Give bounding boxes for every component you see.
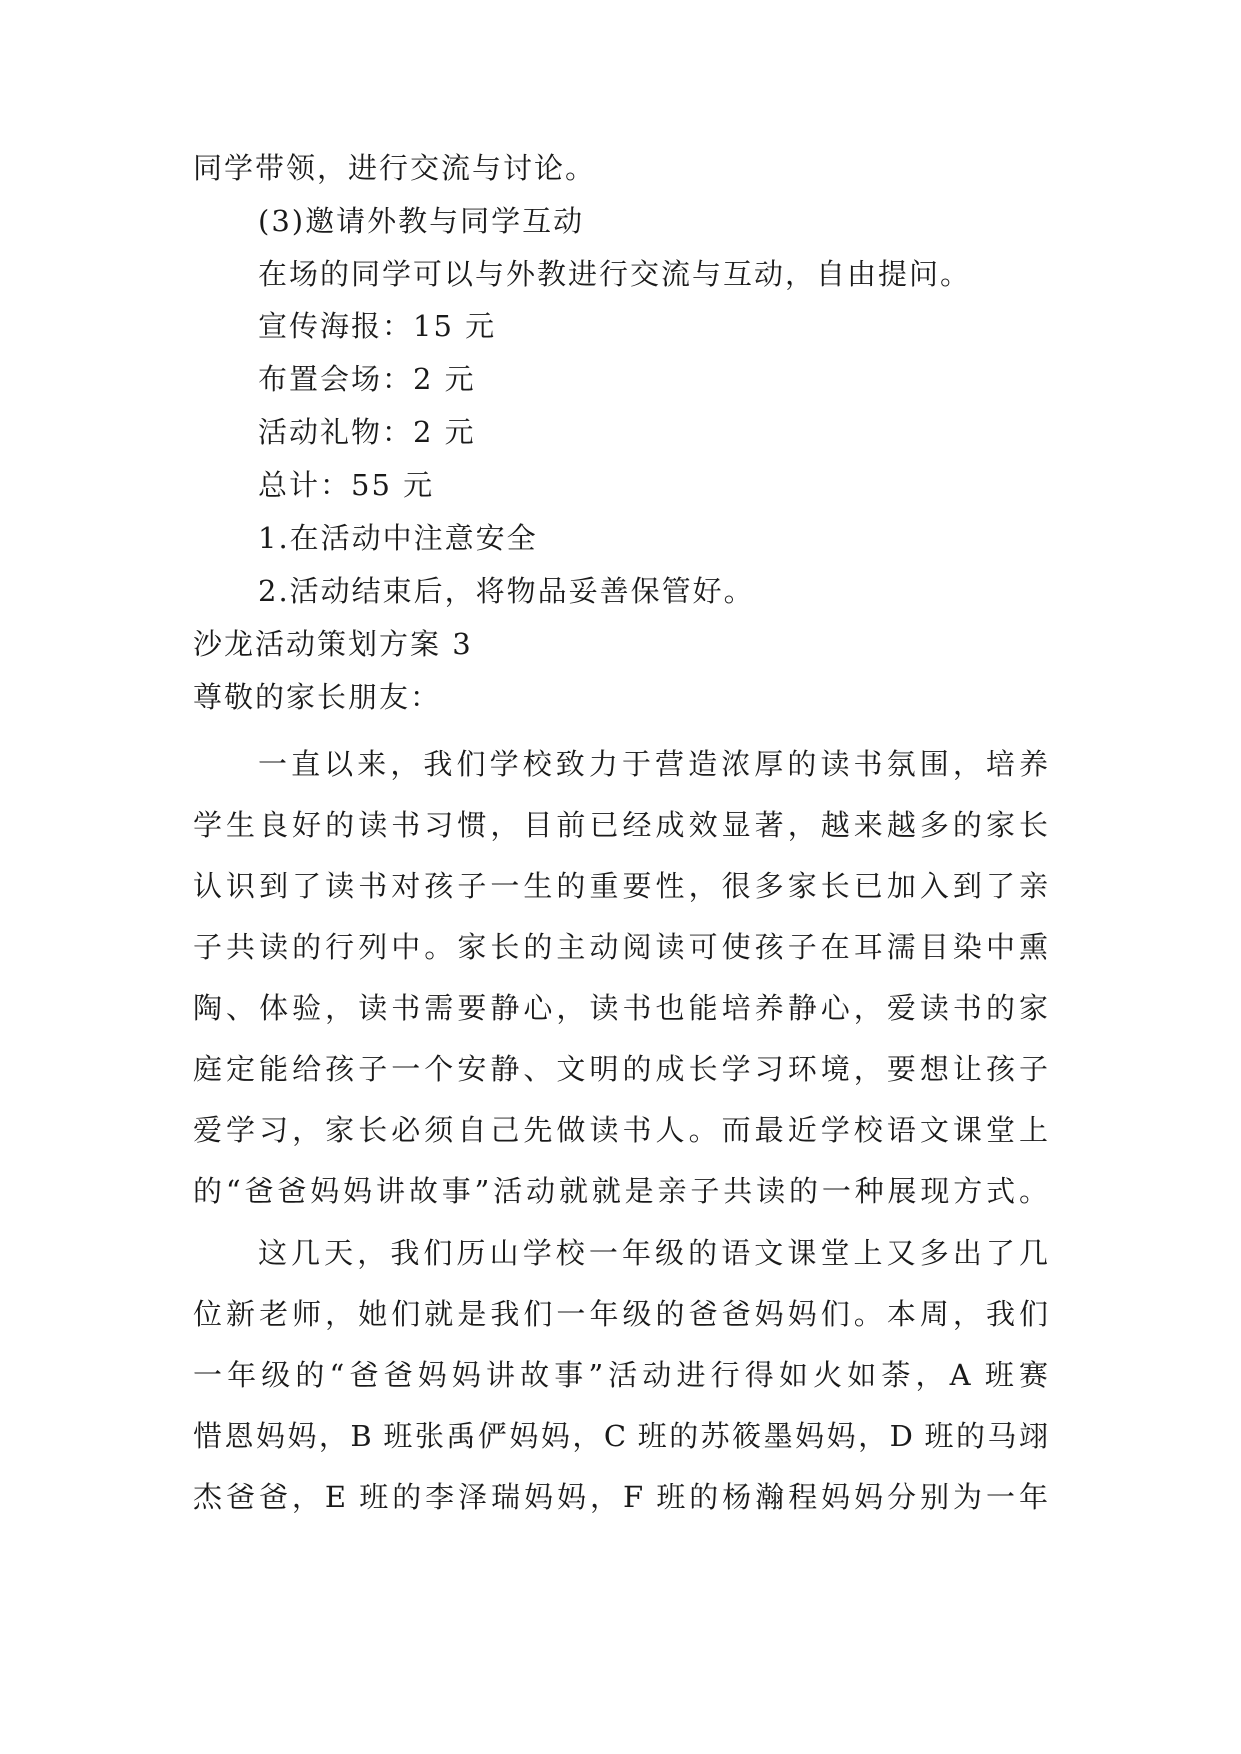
text-line: 1.在活动中注意安全	[258, 521, 538, 555]
section-heading: 沙龙活动策划方案 3	[193, 627, 473, 661]
text-line: 学生良好的读书习惯，目前已经成效显著，越来越多的家长	[193, 808, 1048, 842]
text-line: 总计：55 元	[258, 468, 435, 502]
text-line: 一直以来，我们学校致力于营造浓厚的读书氛围，培养	[258, 747, 1048, 781]
text-line: 认识到了读书对孩子一生的重要性，很多家长已加入到了亲	[193, 869, 1048, 903]
text-line: 的“爸爸妈妈讲故事”活动就就是亲子共读的一种展现方式。	[193, 1174, 1048, 1208]
text-line: 同学带领，进行交流与讨论。	[193, 151, 597, 185]
text-line: 子共读的行列中。家长的主动阅读可使孩子在耳濡目染中熏	[193, 930, 1048, 964]
text-line: 布置会场：2 元	[258, 362, 476, 396]
text-line: 2.活动结束后，将物品妥善保管好。	[258, 574, 755, 608]
text-line: 陶、体验，读书需要静心，读书也能培养静心，爱读书的家	[193, 991, 1048, 1025]
text-line: 杰爸爸，E 班的李泽瑞妈妈，F 班的杨瀚程妈妈分别为一年	[193, 1480, 1048, 1514]
text-line: 这几天，我们历山学校一年级的语文课堂上又多出了几	[258, 1236, 1048, 1270]
salutation: 尊敬的家长朋友：	[193, 680, 442, 714]
text-line: 爱学习，家长必须自己先做读书人。而最近学校语文课堂上	[193, 1113, 1048, 1147]
text-line: 宣传海报：15 元	[258, 309, 497, 343]
text-line: 惜恩妈妈，B 班张禹俨妈妈，C 班的苏筱墨妈妈，D 班的马翊	[193, 1419, 1048, 1453]
text-line: 位新老师，她们就是我们一年级的爸爸妈妈们。本周，我们	[193, 1297, 1048, 1331]
text-line: 活动礼物：2 元	[258, 415, 476, 449]
text-line: 在场的同学可以与外教进行交流与互动，自由提问。	[258, 257, 972, 291]
text-line: 庭定能给孩子一个安静、文明的成长学习环境，要想让孩子	[193, 1052, 1048, 1086]
text-line: (3)邀请外教与同学互动	[258, 204, 585, 238]
text-line: 一年级的“爸爸妈妈讲故事”活动进行得如火如荼，A 班赛	[193, 1358, 1048, 1392]
